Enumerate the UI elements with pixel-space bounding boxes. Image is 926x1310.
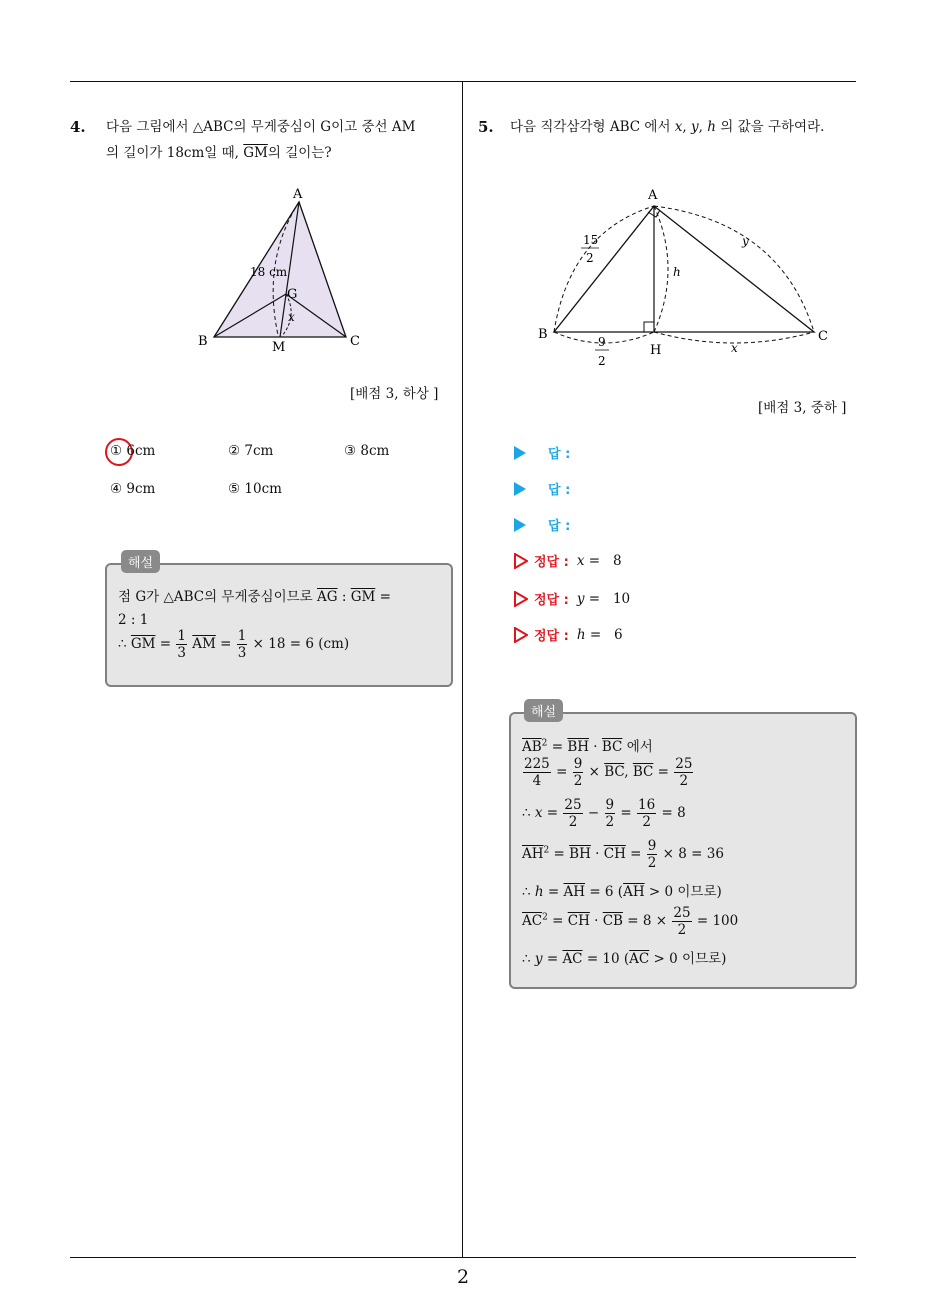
q5-sol-line6: $\overline{AC}^2 = \overline{CH} \cdot \overline{CB} = 8$ × $\frac{25}{2}$ = 100 [522,905,739,938]
q5-label-c: C [818,329,828,344]
q5-points: [배점 3, 중하 ] [758,400,847,416]
q4-seg-gm: $\overline{GM}$ [243,145,268,161]
outline-triangle-icon [514,627,528,643]
q4-choice-2[interactable]: ② 7cm [228,443,274,459]
q5-bh-num: 9 [598,335,606,349]
q5-correct-answer-y: 정답 : y = 10 [514,589,630,608]
q4-label-m: M [272,340,286,355]
triangle-bullet-icon [514,518,526,532]
q5-sol-line1: $\overline{AB}^2 = \overline{BH} \cdot \overline{BC}$ 에서 [522,738,653,755]
q5-label-a: A [648,188,658,203]
q4-choice-1[interactable]: ① 6cm [110,443,156,459]
q4-choice-3[interactable]: ③ 8cm [344,443,390,459]
q5-label-x: x [731,341,738,355]
q4-sol-line1: 점 G가 △ABC의 무게중심이므로 $\overline{AG}$ : $\overline{GM}$ = [118,589,391,605]
q5-bh-den: 2 [598,354,606,368]
q4-choice-4[interactable]: ④ 9cm [110,481,156,497]
triangle-bullet-icon [514,482,526,496]
q5-label-h-point: H [650,343,662,358]
q5-sol-line5: ∴ $h = \overline{AH} = 6$ ($\overline{AH} > 0$ 이므로) [522,884,722,900]
q5-question: 다음 직각삼각형 ABC 에서 x, y, h 의 값을 구하여라. [510,119,825,135]
q5-correct-answer-x: 정답 : x = 8 [514,551,622,570]
q4-points: [배점 3, 하상 ] [350,386,439,402]
q5-label-h: h [673,265,681,279]
q4-label-b: B [198,334,208,349]
q4-question-line2: 의 길이가 18cm일 때, $\overline{GM}$의 길이는? [106,145,332,161]
q4-question-line1: 다음 그림에서 △ABC의 무게중심이 G이고 중선 AM [106,119,416,135]
q5-sol-line4: $\overline{AH}^2 = \overline{BH} \cdot \overline{CH}$ = $\frac{9}{2}$ × 8 = 36 [522,838,724,871]
q4-choice-5[interactable]: ⑤ 10cm [228,481,282,497]
outline-triangle-icon [514,553,528,569]
q5-sol-line7: ∴ $y = \overline{AC} = 10$ ($\overline{AC} > 0$ 이므로) [522,951,727,967]
q5-right-triangle-figure [530,182,840,377]
q5-correct-answer-h: 정답 : h = 6 [514,625,623,644]
q4-number: 4. [70,118,86,136]
q4-solution-tag: 해설 [121,550,160,573]
triangle-bullet-icon [514,446,526,460]
column-divider [462,82,463,1258]
q5-label-y: y [742,234,749,248]
q4-label-g: G [287,287,298,302]
q5-answer-blank-1[interactable]: 답 : [514,443,570,462]
q5-answer-blank-2[interactable]: 답 : [514,479,570,498]
page-number: 2 [456,1266,470,1288]
outline-triangle-icon [514,591,528,607]
q5-ab-den: 2 [586,251,594,265]
q4-label-c: C [350,334,360,349]
q4-triangle-figure [190,180,380,360]
bottom-rule [70,1257,856,1258]
q5-number: 5. [478,118,494,136]
q5-answer-blank-3[interactable]: 답 : [514,515,570,534]
q5-ab-num: 15 [583,233,599,247]
q5-sol-line2: $\frac{225}{4}$ = $\frac{9}{2}$ × $\overline{BC}$, $\overline{BC}$ = $\frac{25}{2}$ [524,756,693,789]
q5-label-b: B [538,327,548,342]
q4-label-a: A [293,187,303,202]
q4-question [106,114,415,166]
q5-sol-line3: ∴ x = $\frac{25}{2}$ − $\frac{9}{2}$ = $\frac{16}{2}$ = 8 [522,797,686,830]
q4-sol-line2: 2 : 1 [118,612,149,628]
q4-label-x: x [288,310,295,324]
q5-solution-tag: 해설 [524,699,563,722]
q4-label-18cm: 18 cm [250,265,288,279]
q4-sol-line3: ∴ $\overline{GM}$ = $\frac{1}{3}$ $\overline{AM}$ = $\frac{1}{3}$ × 18 = 6 (cm) [118,628,350,661]
q4-solution-box [105,563,453,687]
top-rule [70,81,856,82]
